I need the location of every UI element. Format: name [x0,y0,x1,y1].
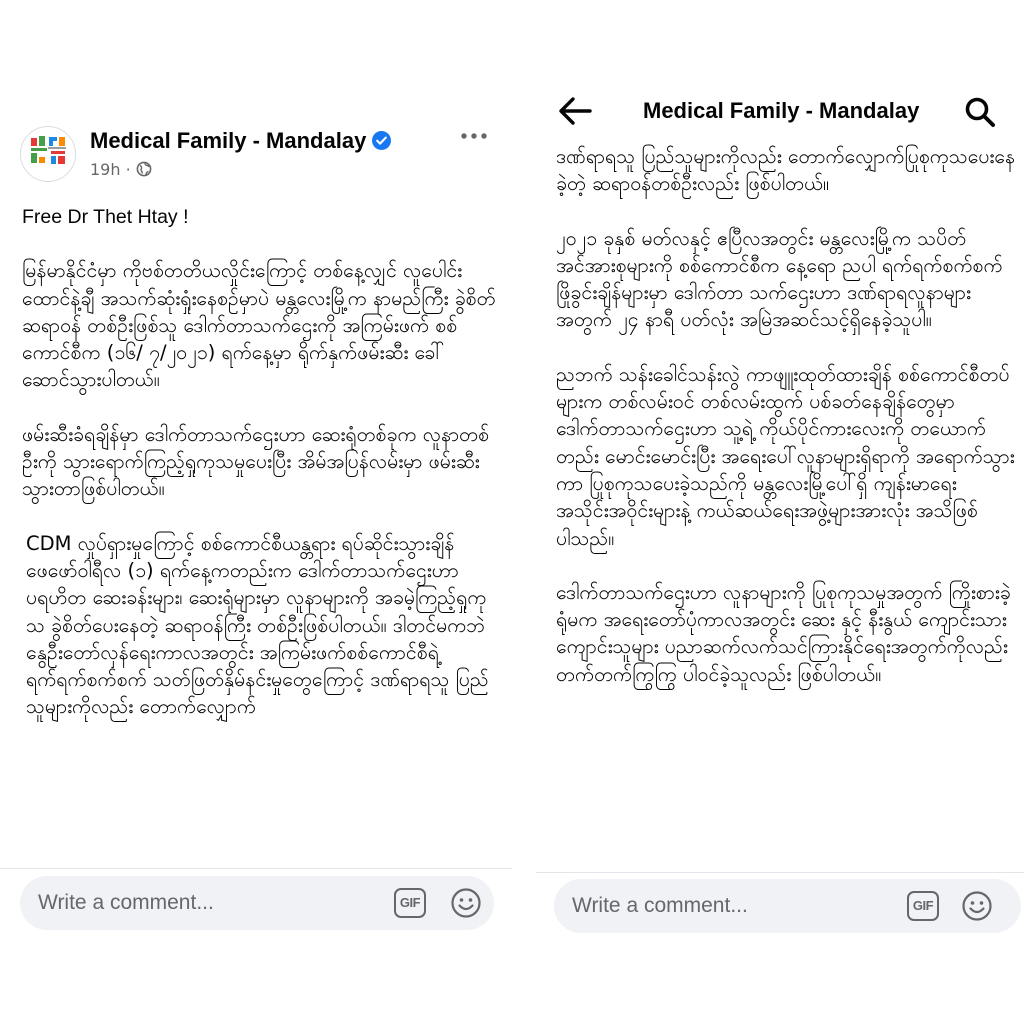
detail-comment-bar[interactable] [554,879,1021,933]
search-icon[interactable] [964,96,996,128]
page-name[interactable] [90,128,391,154]
post-title: Free Dr Thet Htay ! [22,206,189,228]
post-body [22,204,497,748]
post-paragraph-3: CDM လှုပ်ရှားမှုကြောင့် စစ်ကောင်စီယန္တရား ရပ်ဆိုင်းသွားချိန် ဖေဖော်ဝါရီလ (၁) ရက်နေ့ကတည်းက ဒေါက်တာသက်ဌေးဟာ ပရဟိတ ဆေးခန်းများ၊ ဆေးရုံများမှာ လူနာများကို အခမဲ့ကြည့်ရှုကုသ ခွဲစိတ်ပေးနေတဲ့ ဆရာဝန်ကြီး တစ်ဦးဖြစ်ပါတယ်။ ဒါတင်မကဘဲ နွေဦးတော်လှန်ရေးကာလအတွင်း အကြမ်းဖက်စစ်ကောင်စီရဲ့ ရက်ရက်စက်စက် သတ်ဖြတ်နှိမ်နင်းမှုတွေကြောင့် ဒဏ်ရာရသူ ပြည်သူများကိုလည်း တောက်လျှောက် [26,531,489,719]
post-detail-body [556,143,1016,715]
post-detail-panel [536,0,1024,1024]
comment-divider [0,868,512,869]
meta-separator: · [125,160,131,179]
nav-header [536,88,1024,136]
detail-comment-divider [536,872,1024,873]
detail-paragraph-4: ဒေါက်တာသက်ဌေးဟာ လူနာများကို ပြုစုကုသမှုအတွက် ကြိုးစားခဲ့ရုံမက အရေးတော်ပုံကာလအတွင်း ဆေး နှင့် နီးနွယ် ကျောင်းသား ကျောင်းသူများ ပညာဆက်လက်သင်ကြားနိုင်ရေးအတွက်ကိုလည်း တက်တက်ကြွကြွ ပါဝင်ခဲ့သူလည်း ဖြစ်ပါတယ်။ [556,580,1011,686]
detail-paragraph-1: ဒဏ်ရာရသူ ပြည်သူများကိုလည်း တောက်လျှောက်ပြုစုကုသပေးနေခဲ့တဲ့ ဆရာဝန်တစ်ဦးလည်း ဖြစ်ပါတယ်။ [556,145,1016,196]
gif-button[interactable]: GIF [394,888,426,918]
globe-icon[interactable] [136,161,152,177]
post-meta [90,160,152,179]
detail-comment-input[interactable]: Write a comment... [572,894,748,917]
post-paragraph-1: မြန်မာနိုင်ငံမှာ ကိုဗစ်တတိယလှိုင်းကြောင့် တစ်နေ့လျှင် လူပေါင်း ထောင်နဲ့ချီ အသက်ဆုံးရှုံးနေစဉ်မှာပဲ မန္တလေးမြို့က နာမည်ကြီး ခွဲစိတ်ဆရာဝန် တစ်ဦးဖြစ်သူ ဒေါက်တာသက်ဌေးကို အကြမ်းဖက် စစ်ကောင်စီက (၁၆/ ၇/၂၀၂၁) ရက်နေ့မှာ ရိုက်နှက်ဖမ်းဆီး ခေါ်ဆောင်သွားပါတယ်။ [22,259,496,392]
detail-paragraph-2: ၂၀၂၁ ခုနှစ် မတ်လနှင့် ဧပြီလအတွင်း မန္တလေးမြို့က သပိတ်အင်အားစုများကို စစ်ကောင်စီက နေ့ရော ညပါ ရက်ရက်စက်စက် ဖြိုခွင်းချိန်များမှာ ဒေါက်တာ သက်ဌေးဟာ ဒဏ်ရာရလူနာများအတွက် ၂၄ နာရီ ပတ်လုံး အမြဲအဆင်သင့်ရှိနေခဲ့သူပါ။ [556,226,1003,332]
back-arrow-icon[interactable] [558,96,592,126]
detail-paragraph-3: ညဘက် သန်းခေါင်သန်းလွဲ ကာဖျူးထုတ်ထားချိန် စစ်ကောင်စီတပ်များက တစ်လမ်းဝင် တစ်လမ်းထွက် ပစ်ခတ်နေချိန်တွေမှာ ဒေါက်တာသက်ဌေးဟာ သူ့ရဲ့ ကိုယ်ပိုင်ကားလေးကို တယောက်တည်း မောင်းမောင်းပြီး အရေးပေါ်လူနာများရှိရာကို အရောက်သွားကာ ပြုစုကုသပေးခဲ့သည်ကို မန္တလေးမြို့ပေါ်ရှိ ကျန်းမာရေးအသိုင်းအဝိုင်းများနဲ့ ကယ်ဆယ်ရေးအဖွဲ့များအားလုံး အသိဖြစ်ပါသည်။ [556,362,1015,550]
medical-family-logo-icon [21,127,76,182]
page-name-text[interactable]: Medical Family - Mandalay [90,128,367,153]
emoji-icon[interactable] [450,887,482,919]
more-options-icon[interactable] [460,126,488,146]
page-avatar[interactable] [20,126,76,182]
nav-title: Medical Family - Mandalay [643,98,920,123]
comment-input[interactable]: Write a comment... [38,891,214,914]
post-header [20,124,500,184]
detail-emoji-icon[interactable] [961,890,993,922]
post-paragraph-2: ဖမ်းဆီးခံရချိန်မှာ ဒေါက်တာသက်ဌေးဟာ ဆေးရုံတစ်ခုက လူနာတစ်ဦးကို သွားရောက်ကြည့်ရှုကုသမှုပေးပြီး အိမ်အပြန်လမ်းမှာ ဖမ်းဆီးသွားတာဖြစ်ပါတယ်။ [22,422,490,501]
verified-badge-icon [372,131,391,150]
post-timestamp[interactable]: 19h [90,160,121,179]
detail-gif-button[interactable]: GIF [907,891,939,921]
comment-bar[interactable] [20,876,494,930]
